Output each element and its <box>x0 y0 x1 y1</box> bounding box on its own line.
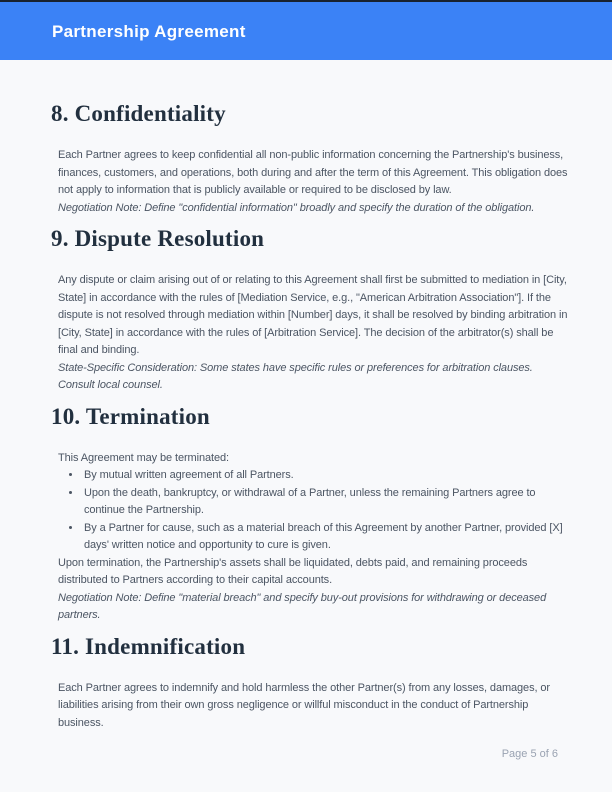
section-body-confidentiality <box>58 147 568 217</box>
section-termination <box>51 403 562 625</box>
section-body-dispute-resolution <box>58 272 568 395</box>
termination-bullet-item: • Upon the death, bankruptcy, or withdrawal of a Partner, unless the remaining Partners agree to continue the Partnership. <box>82 485 568 520</box>
page-indicator: Page 5 of 6 <box>501 748 558 760</box>
document-title: Partnership Agreement <box>52 21 246 41</box>
termination-negotiation-note: Negotiation Note: Define "material breach" and specify buy-out provisions for withdrawing or deceased partners. <box>58 591 547 621</box>
termination-bullet-list <box>58 467 568 555</box>
confidentiality-paragraph: Each Partner agrees to keep confidential all non-public information concerning the Partnership's business, finances, customers, and operations, both during and after the term of this Agreement. This obligation does not apply to information that is publicly available or required to be disclosed by law. <box>58 149 568 196</box>
section-heading-termination: 10. Termination <box>51 403 210 429</box>
section-body-indemnification <box>58 680 568 733</box>
section-heading-indemnification: 11. Indemnification <box>51 633 246 659</box>
section-heading-confidentiality: 8. Confidentiality <box>51 101 226 126</box>
section-indemnification <box>51 633 562 733</box>
section-body-termination <box>58 450 568 625</box>
confidentiality-negotiation-note: Negotiation Note: Define "confidential information" broadly and specify the duration of the obligation. <box>58 201 535 214</box>
section-heading-dispute-resolution: 9. Dispute Resolution <box>51 226 265 251</box>
page-content <box>0 60 612 753</box>
section-confidentiality <box>51 100 568 217</box>
document-header <box>0 0 612 60</box>
dispute-resolution-paragraph: Any dispute or claim arising out of or relating to this Agreement shall first be submitted to mediation in [City, State] in accordance with the rules of [Mediation Service, e.g., "American Arbitration Association"]. If the dispute is not resolved through mediation within [Number] days, it shall be resolved by binding arbitration in [City, State] in accordance with the rules of [Arbitration Service]. The decision of the arbitrator(s) shall be final and binding. <box>58 274 568 356</box>
indemnification-paragraph: Each Partner agrees to indemnify and hold harmless the other Partner(s) from any losses, damages, or liabilities arising from their own gross negligence or willful misconduct in the conduct of Partnership business. <box>58 681 550 729</box>
section-dispute-resolution <box>51 225 568 395</box>
window-top-edge <box>0 0 612 2</box>
dispute-resolution-state-note: State-Specific Consideration: Some states have specific rules or preferences for arbitration clauses. Consult local counsel. <box>58 361 533 391</box>
termination-bullet-item: • By a Partner for cause, such as a material breach of this Agreement by another Partner, provided [X] days' written notice and opportunity to cure is given. <box>82 520 568 555</box>
termination-intro: This Agreement may be terminated: <box>58 451 229 464</box>
termination-bullet-item: • By mutual written agreement of all Partners. <box>82 467 568 485</box>
termination-closing: Upon termination, the Partnership's assets shall be liquidated, debts paid, and remaining proceeds distributed to Partners according to their capital accounts. <box>58 556 528 586</box>
